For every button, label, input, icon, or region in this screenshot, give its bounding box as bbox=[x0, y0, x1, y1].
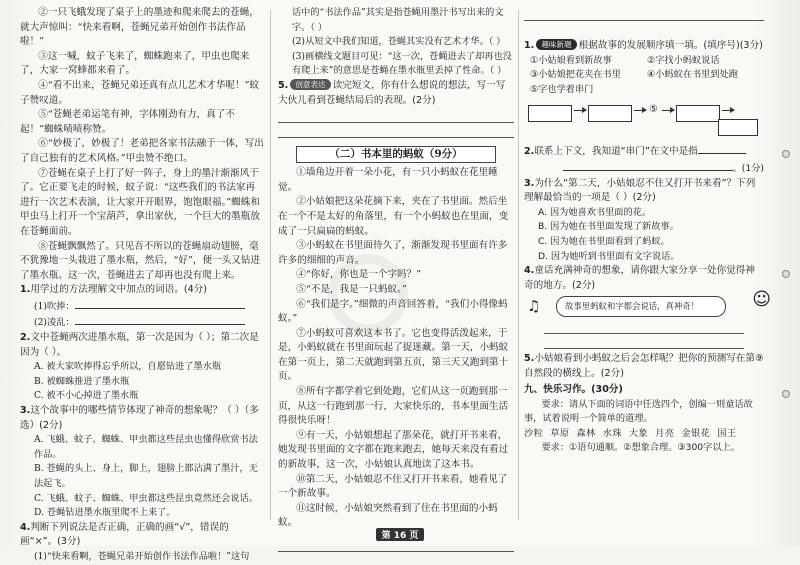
paragraph: ②小姑娘把这朵花摘下来，夹在了书里面。然后坐在一个不是太好的角落里，有一个小蚂蚁也在里面，变成了一只扁扁的蚂蚁。 bbox=[278, 196, 509, 237]
question-4: 4.判断下列说法是否正确，正确的画“√”，错误的画“×”。(3分) bbox=[20, 521, 229, 548]
paragraph: ⑧所有字都学着它到处跑，它们从这一页跑到那一页，从这一行跑到那一行，大家快乐的，书本里面生活得很快乐呀！ bbox=[278, 386, 509, 427]
question-2: 2.联系上下文，我知道“串门”在文中是指 bbox=[524, 143, 764, 160]
column-divider bbox=[518, 10, 519, 520]
fill-blank[interactable] bbox=[75, 298, 245, 309]
crane-icon: ♫ bbox=[527, 297, 541, 316]
paragraph: ⑤“苍蝇老弟运笔有神，字体刚劲有力，真了不起！”蜘蛛啧啧称赞。 bbox=[20, 109, 236, 135]
paragraph: ①墙角边开着一朵小花，有一只小蚂蚁在花里睡觉。 bbox=[278, 167, 498, 193]
option: B. 被蜘蛛推进了墨水瓶 bbox=[34, 375, 130, 387]
answer-line: (2)凌乱： bbox=[20, 314, 264, 331]
option: D. 苍蝇钻进墨水瓶里爬不上来了。 bbox=[34, 507, 176, 519]
column-left bbox=[20, 6, 264, 565]
binder-ring-icon bbox=[782, 270, 790, 278]
sequence-box[interactable] bbox=[718, 119, 758, 136]
answer-line[interactable] bbox=[544, 319, 744, 334]
section-title: （二）书本里的蚂蚁（9分） bbox=[296, 146, 496, 163]
statement: 话中的“书法作品”其实是指苍蝇用墨汁书写出来的文字。（ ） bbox=[292, 7, 504, 33]
option: ①小姑娘看到新故事 bbox=[530, 54, 612, 66]
sequence-box[interactable] bbox=[676, 105, 720, 122]
paragraph: ⑩第二天，小姑娘忍不住又打开书来看，她看见了一个新故事。 bbox=[278, 473, 508, 500]
answer-line[interactable] bbox=[544, 334, 744, 349]
sequence-diagram bbox=[524, 99, 764, 139]
writing-title: 九、快乐习作。(30分) bbox=[524, 384, 623, 396]
arrow-icon bbox=[574, 110, 586, 111]
word-list: 沙粒 草原 森林 水珠 大象 月亮 金银花 国王 bbox=[524, 427, 737, 439]
answer-line[interactable] bbox=[278, 108, 514, 123]
paragraph: ③这一喊，蚊子飞来了，蜘蛛跑来了，甲虫也爬来了，大家一窝蜂都来看了。 bbox=[20, 50, 250, 77]
column-divider bbox=[270, 10, 271, 520]
option: A. 被大家吹捧得忘乎所以，自愿钻进了墨水瓶 bbox=[34, 361, 222, 373]
paragraph: ④“看不出来，苍蝇兄弟还真有点儿艺术才华呢！”蚊子赞叹道。 bbox=[20, 79, 260, 106]
speech-bubble bbox=[527, 289, 771, 317]
sequence-fixed: ⑤ bbox=[649, 104, 658, 116]
paragraph: ③小蚂蚁在书里面待久了，渐渐发现书里面有许多许多的细细的声音。 bbox=[278, 240, 508, 266]
question-1: 1. 趣味新题 根据故事的发展顺序填一填。(填序号)(3分) bbox=[524, 40, 763, 51]
answer-line[interactable] bbox=[524, 6, 764, 21]
question-5: 5. 创意表达 读完短文，你有什么想说的想法，写一写大伙儿看到苍蝇结局后的表现。(2分) bbox=[278, 79, 506, 106]
paragraph: ⑤“不是，我是一只蚂蚁。” bbox=[296, 283, 407, 295]
paragraph: ⑪这时候，小姑娘突然看到了住在书里面的小蚂蚁。 bbox=[278, 502, 498, 529]
question-3: 3.为什么“第二天，小姑娘忍不住又打开书来看”？下列理解最恰当的一项是（ ）(2分) bbox=[524, 177, 756, 204]
arrow-icon bbox=[662, 110, 674, 111]
option: D. 因为她听到书里面有文字说话。 bbox=[538, 250, 680, 262]
question-2: 2.文中苍蝇两次进墨水瓶，第一次是因为（ ）；第二次是因为（ ）。 bbox=[20, 332, 259, 358]
option: ②字找小蚂蚁说话 bbox=[647, 54, 720, 66]
bubble-text: 故事里蚂蚁和字都会说话，真神奇！ bbox=[565, 301, 699, 312]
option: ③小姑娘把花夹在书里 bbox=[530, 69, 621, 81]
arrow-icon bbox=[634, 110, 646, 111]
creative-tag: 创意表达 bbox=[290, 79, 330, 90]
sequence-box[interactable] bbox=[588, 105, 632, 122]
statement: (1)“快来看啊，苍蝇兄弟开始创作书法作品啦！”这句 bbox=[34, 550, 250, 562]
question-4: 4.童话充满神奇的想象，请你跟大家分享一处你觉得神奇的地方。(2分) bbox=[524, 265, 755, 291]
paragraph: ⑨有一天，小姑娘想起了那朵花，就打开书来看，她发现书里面的文字都在跑来跑去，她每天来没有看过的新故事，这一次，小姑娘认真地读了这本书。 bbox=[278, 429, 509, 471]
option: C. 飞蛾、蚊子、蜘蛛、甲虫都这些昆虫竟然还会说话。 bbox=[34, 492, 258, 504]
option: ⑤字也学着串门 bbox=[530, 83, 594, 95]
column-middle bbox=[278, 6, 514, 552]
option-grid bbox=[524, 54, 764, 98]
paragraph: ⑦苍蝇在桌子上打了好一阵子，身上的墨汁渐渐风干了。它正要飞走的时候，蚊子说：“这些我们的书法家再进行一次艺术表演，让大家开开眼界，饱饱眼福。”蜘蛛和甲虫马上打开一个宝葫芦，拿出家伙，一个巨大的墨瓶放在苍蝇面前。 bbox=[20, 167, 260, 237]
page-number: 第 16 页 bbox=[370, 528, 430, 541]
question-5: 5.小姑娘看到小蚂蚁之后会怎样呢？把你的预测写在第⑨自然段的横线上。(2分) bbox=[524, 352, 764, 379]
writing-requirement: 要求：请从下面的词语中任选四个，创编一则童话故事，试着说明一个简单的道理。 bbox=[524, 398, 753, 425]
option: C. 因为她在书里面看到了蚂蚁。 bbox=[538, 235, 670, 247]
column-right bbox=[524, 6, 771, 456]
sequence-box[interactable] bbox=[528, 105, 572, 122]
fill-blank[interactable] bbox=[698, 143, 746, 154]
option: A. 因为她喜欢书里面的花。 bbox=[538, 206, 652, 218]
option: B. 苍蝇的头上、身上，脚上，翅膀上都沾满了墨汁，无法起飞。 bbox=[34, 463, 258, 489]
option: ④小蚂蚁在书里到处跑 bbox=[647, 69, 738, 81]
answer-line[interactable] bbox=[278, 123, 514, 138]
question-1: 1.用学过的方法理解文中加点的词语。(4分) bbox=[20, 284, 208, 296]
paragraph: ⑦小蚂蚁可喜欢这本书了。它也变得活泼起来，于是，小蚂蚁就在书里面玩起了捉迷藏。第一天，小蚂蚁在第一页上，第二天就跑到第五页，第三天又跑到第十页。 bbox=[278, 327, 509, 383]
paragraph: ⑥“我们是字。”细微的声音回答着，“我们小得像蚂蚁。” bbox=[278, 298, 508, 325]
answer-line: 。(1分) bbox=[524, 160, 764, 177]
arrow-icon bbox=[722, 110, 734, 111]
fill-blank[interactable] bbox=[75, 314, 245, 325]
question-3: 3.这个故事中的哪些情节体现了神奇的想象呢？（ ）（多选）(2分) bbox=[20, 405, 259, 431]
paragraph: ⑥“妙极了，妙极了！老弟把各家书法融于一体，写出了自己独有的艺术风格。”甲虫赞不绝口。 bbox=[20, 138, 264, 164]
paragraph: ④“你好，你也是一个字吗？” bbox=[296, 269, 422, 281]
answer-line: (1)吹捧： bbox=[20, 298, 264, 315]
paragraph: ⑧苍蝇飘飘然了。只见吾不所以的苍蝇扇动翅膀，毫不犹豫地一头栽进了墨水瓶，然后，“好”，便一头又钻进了墨水瓶。这一次，苍蝇进去了却再也没有爬上来。 bbox=[20, 240, 261, 281]
fun-tag: 趣味新题 bbox=[536, 39, 576, 50]
option: B. 因为她在书里面发现了新故事。 bbox=[538, 221, 679, 233]
writing-requirement: 要求：①语句通顺。②想象合理。③300字以上。 bbox=[541, 442, 740, 454]
child-icon: ☺ bbox=[752, 289, 771, 311]
paragraph: ②一只飞蛾发现了桌子上的墨迹和爬来爬去的苍蝇，就大声惊叫：“快来看啊，苍蝇兄弟开始创作书法作品啦！” bbox=[20, 7, 259, 48]
statement: (2)从短文中我们知道，苍蝇其实没有艺术才华。（ ） bbox=[292, 36, 506, 48]
statement: (3)画横线文题目可见：“这一次，苍蝇进去了却再也没有爬上来”的意思是苍蝇在墨水瓶里丢掉了性命。（ ） bbox=[292, 50, 512, 77]
option: C. 被不小心掉进了墨水瓶 bbox=[34, 390, 139, 402]
fill-blank[interactable] bbox=[563, 160, 733, 171]
binder-ring-icon bbox=[782, 150, 790, 158]
option: A. 飞蛾、蚊子、蜘蛛、甲虫都这些昆虫也懂得欣赏书法作品。 bbox=[34, 434, 258, 460]
binder-ring-icon bbox=[782, 390, 790, 398]
